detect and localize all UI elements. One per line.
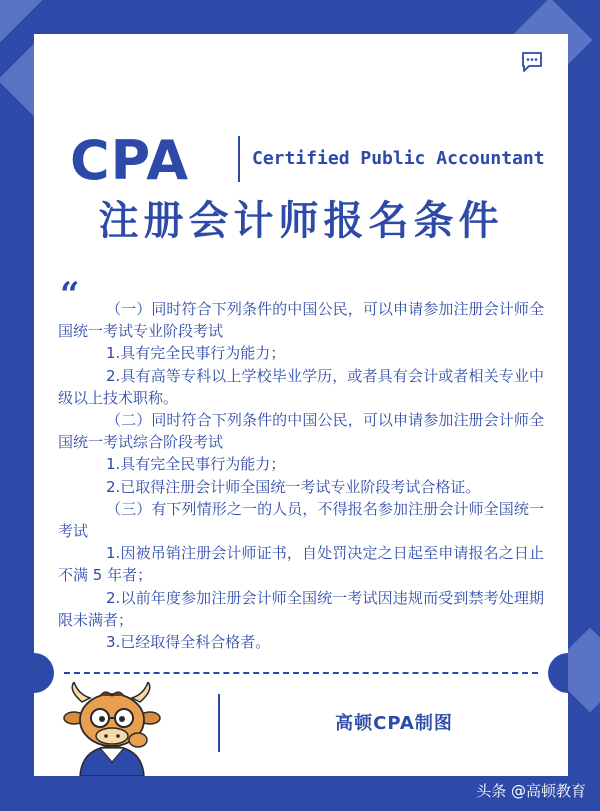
poster-card — [34, 34, 568, 776]
page-title: 注册会计师报名条件 — [98, 198, 504, 244]
maker-credit: 高顿CPA制图 — [335, 713, 453, 734]
list-item: 1.因被吊销注册会计师证书，自处罚决定之日起至申请报名之日止不满 5 年者； — [58, 544, 544, 585]
cpa-heading: CPA — [70, 129, 190, 192]
mascot-bull-icon — [60, 682, 164, 776]
list-item: 1.具有完全民事行为能力； — [106, 344, 286, 363]
list-item: 1.具有完全民事行为能力； — [106, 455, 286, 474]
title-separator — [238, 136, 240, 182]
list-item: 2.以前年度参加注册会计师全国统一考试因违规而受到禁考处理期限未满者； — [58, 588, 544, 629]
list-item: 2.具有高等专科以上学校毕业学历，或者具有会计或者相关专业中级以上技术职称。 — [58, 366, 544, 407]
cpa-full-name: Certified Public Accountant — [252, 148, 545, 169]
ticket-notch-right — [548, 653, 568, 693]
source-watermark: 头条 @高顿教育 — [476, 782, 586, 800]
list-item: 2.已取得注册会计师全国统一考试专业阶段考试合格证。 — [106, 477, 481, 496]
dashed-divider — [64, 672, 538, 674]
quote-icon: “ — [60, 275, 80, 315]
section-heading: （二）同时符合下列条件的中国公民，可以申请参加注册会计师全国统一考试综合阶段考试 — [58, 411, 544, 452]
requirements-text — [58, 298, 544, 653]
list-item: 3.已经取得全科合格者。 — [106, 633, 271, 652]
chat-bubble-icon[interactable] — [520, 50, 544, 74]
ticket-notch-left — [34, 653, 54, 693]
section-heading: （一）同时符合下列条件的中国公民，可以申请参加注册会计师全国统一考试专业阶段考试 — [58, 300, 544, 341]
title-row — [70, 130, 550, 192]
section-heading: （三）有下列情形之一的人员，不得报名参加注册会计师全国统一考试 — [58, 499, 544, 541]
